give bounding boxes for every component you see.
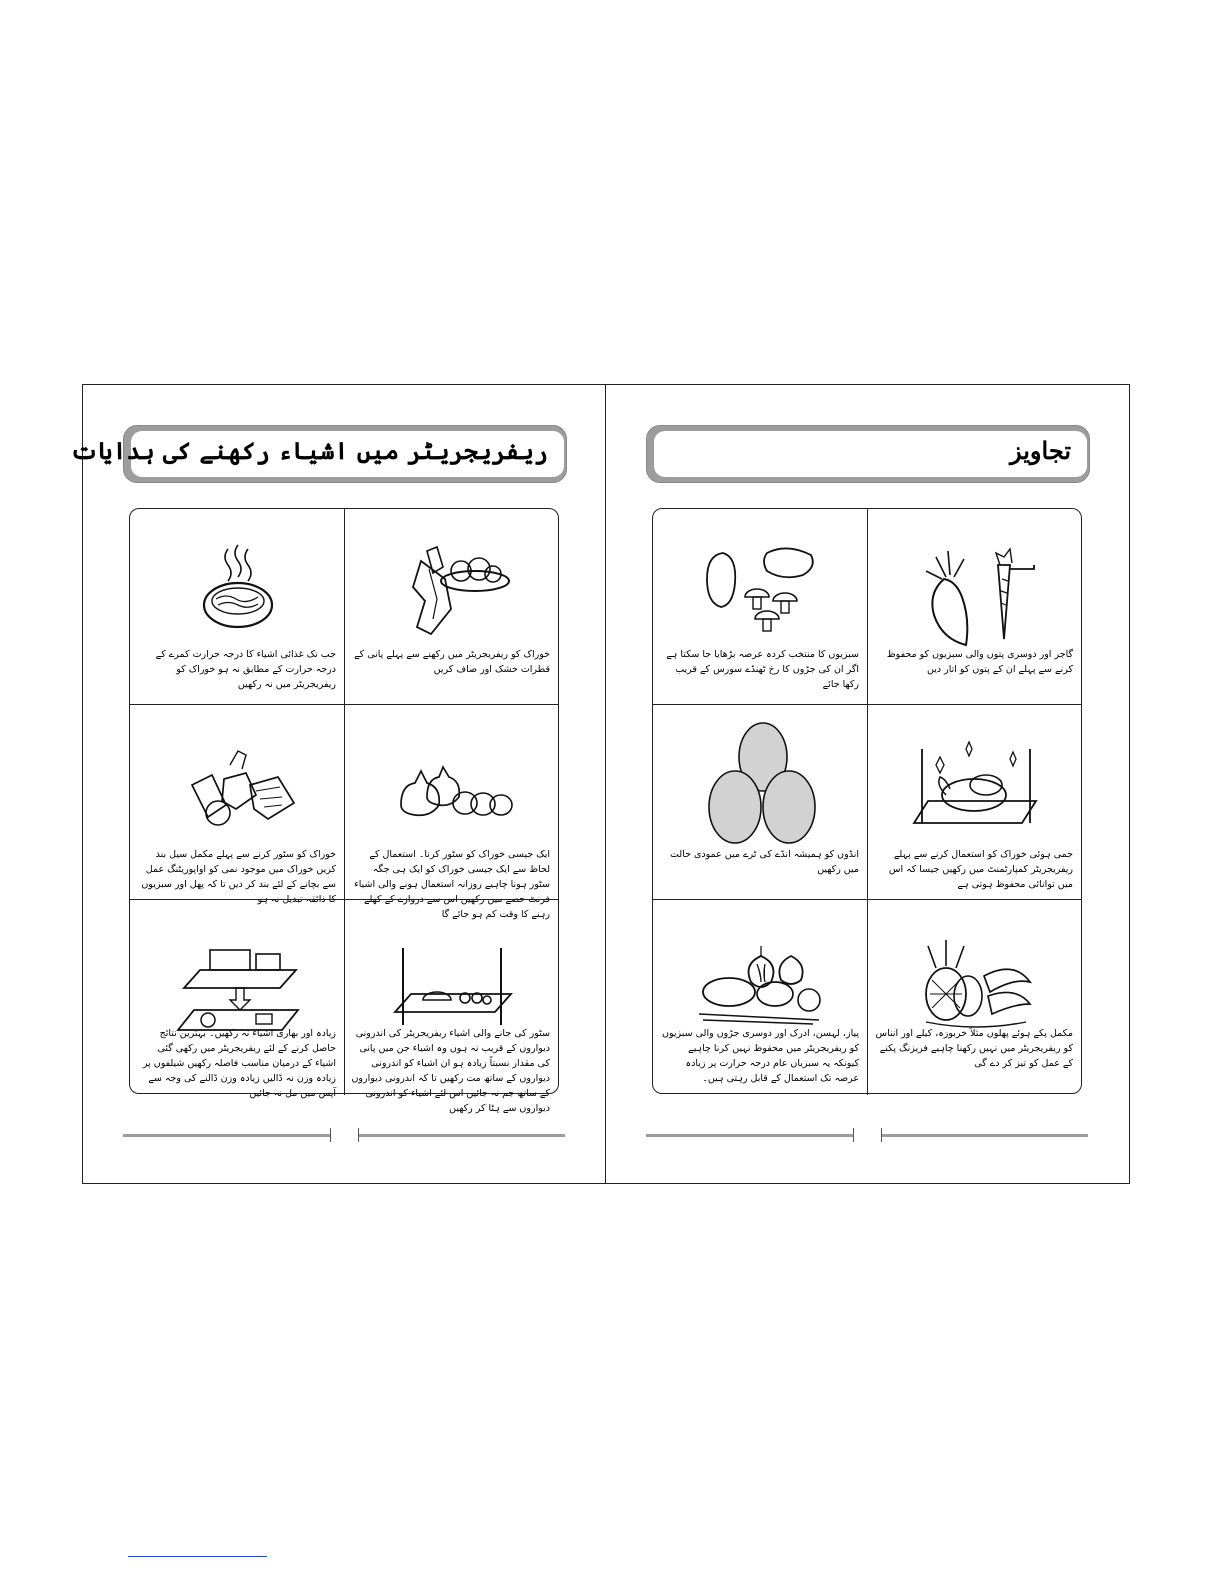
tropical-fruits-icon	[906, 930, 1041, 1030]
page-title: تجاویز	[1010, 436, 1071, 465]
footer-rule	[882, 1134, 1088, 1137]
tips-grid	[652, 508, 1082, 1094]
grid-cell	[130, 509, 345, 704]
cell-caption: زیادہ اور بھاری اشیاء نہ رکھیں۔ بہترین نتائج حاصل کرنے کے لئے ریفریجریٹر میں رکھی گئی اشیاء کے درمیان مناسب فاصلہ رکھیں شیلفوں پر زیادہ وزن نہ ڈالیں زیادہ وزن ڈالنے کی وجہ سے آپس میں مل نہ جائیں	[142, 1028, 336, 1099]
footer-tick	[853, 1128, 854, 1142]
cell-caption: جب تک غذائی اشیاء کا درجہ حرارت کمرے کے درجہ حرارت کے مطابق نہ ہو خوراک کو ریفریجریٹر میں نہ رکھیں	[155, 649, 336, 690]
grid-cell	[343, 509, 558, 704]
instruction-grid	[129, 508, 559, 1114]
eggs-icon	[693, 707, 828, 835]
title-banner	[70, 425, 567, 483]
left-page	[70, 385, 605, 1183]
bottom-link-rule	[128, 1556, 267, 1557]
grid-cell	[866, 899, 1081, 1095]
grid-cell	[866, 704, 1081, 899]
frozen-chicken-tray-icon	[906, 735, 1041, 835]
footer-rule	[359, 1134, 565, 1137]
footer-tick	[330, 1128, 331, 1142]
grid-cell	[343, 899, 558, 1114]
mushrooms-vegetables-icon	[693, 539, 828, 639]
onion-potato-icon	[693, 930, 828, 1030]
cell-caption: گاجر اور دوسری پتوں والی سبزیوں کو محفوظ کرنے سے پہلے ان کے پتوں کو اتار دیں	[886, 649, 1073, 675]
grid-cell	[653, 899, 868, 1095]
cell-caption: سبزیوں کا منتخب کردہ عرصہ بڑھایا جا سکتا ہے اگر ان کی جڑوں کا رخ ٹھنڈے سورس کے قریب رکھا جائے	[666, 649, 859, 690]
cell-caption: جمی ہوئی خوراک کو استعمال کرنے سے پہلے ریفریجریٹر کمپارٹمنٹ میں رکھیں جیسا کہ اس میں توانائی محفوظ ہوتی ہے	[888, 849, 1073, 890]
cell-caption: خوراک کو سٹور کرنے سے پہلے مکمل سیل بند کریں خوراک میں موجود نمی کو اواپوریٹنگ عمل سے بچانے کے لئے بند کر دیں تا کہ پھل اور سبزیوں کا ذائقہ تبدیل نہ ہو	[141, 849, 336, 905]
carrot-radish-icon	[906, 539, 1041, 639]
grid-cell	[653, 509, 868, 704]
cell-caption: ایک جیسی خوراک کو سٹور کرنا۔ استعمال کے لحاظ سے ایک جیسی خوراک کو ایک ہی جگہ سٹور ہونا چاہیے روزانہ استعمال ہونے والی اشیاء فرنٹ حصے میں رکھیں اس سے دروازے کے کھلے رہنے کا وقت کم ہو جائے گا	[354, 849, 550, 920]
cell-caption: خوراک کو ریفریجریٹر میں رکھنے سے پہلے پانی کے قطرات خشک اور صاف کریں	[354, 649, 550, 675]
grid-cell	[130, 899, 345, 1099]
cell-caption: سٹور کی جانے والی اشیاء ریفریجریٹر کی اندرونی دیواروں کے قریب نہ ہوں وہ اشیاء جن میں پانی کی مقدار نسبتاً زیادہ ہو ان اشیاء کو اندرونی دیواروں کے ساتھ مت رکھیں تا کہ اندرونی دیواروں کے ساتھ جم نہ جائیں اس لئے اشیاء کو اندرونی دیواروں سے ہٹا کر رکھیں	[351, 1028, 550, 1114]
fridge-shelf-icon	[383, 930, 518, 1030]
booklet-spread	[70, 384, 1130, 1184]
grid-cell	[130, 704, 345, 905]
footer-rule	[123, 1134, 331, 1137]
heavy-load-shelf-icon	[170, 930, 305, 1030]
wrapped-food-plate-icon	[383, 539, 518, 639]
cell-caption: انڈوں کو ہمیشہ انڈے کی ٹرے میں عمودی حالت میں رکھیں	[669, 849, 859, 875]
cell-caption: پیاز، لہسن، ادرک اور دوسری جڑوں والی سبزیوں کو ریفریجریٹر میں محفوظ نہیں کرنا چاہیے کیونکہ یہ سبزیاں عام درجہ حرارت پر زیادہ عرصہ تک استعمال کے قابل رہتی ہیں۔	[662, 1028, 859, 1084]
grid-cell	[653, 704, 868, 899]
footer-rule	[646, 1134, 854, 1137]
grid-cell	[343, 704, 558, 920]
grid-cell	[866, 509, 1081, 704]
title-banner	[646, 425, 1090, 483]
page-title: ریفریجریٹر میں اشیاء رکھنے کی ہدایات	[70, 436, 548, 465]
cell-caption: مکمل پکے ہوئے پھلوں مثلاً خربوزہ، کیلے اور انناس کو ریفریجریٹر میں نہیں رکھنا چاہیے فریزنگ پکنے کے عمل کو تیز کر دے گی	[875, 1028, 1073, 1069]
packed-food-group-icon	[383, 735, 518, 835]
steaming-bowl-icon	[170, 539, 305, 639]
right-page	[606, 385, 1128, 1183]
sealed-bags-icon	[170, 735, 305, 835]
